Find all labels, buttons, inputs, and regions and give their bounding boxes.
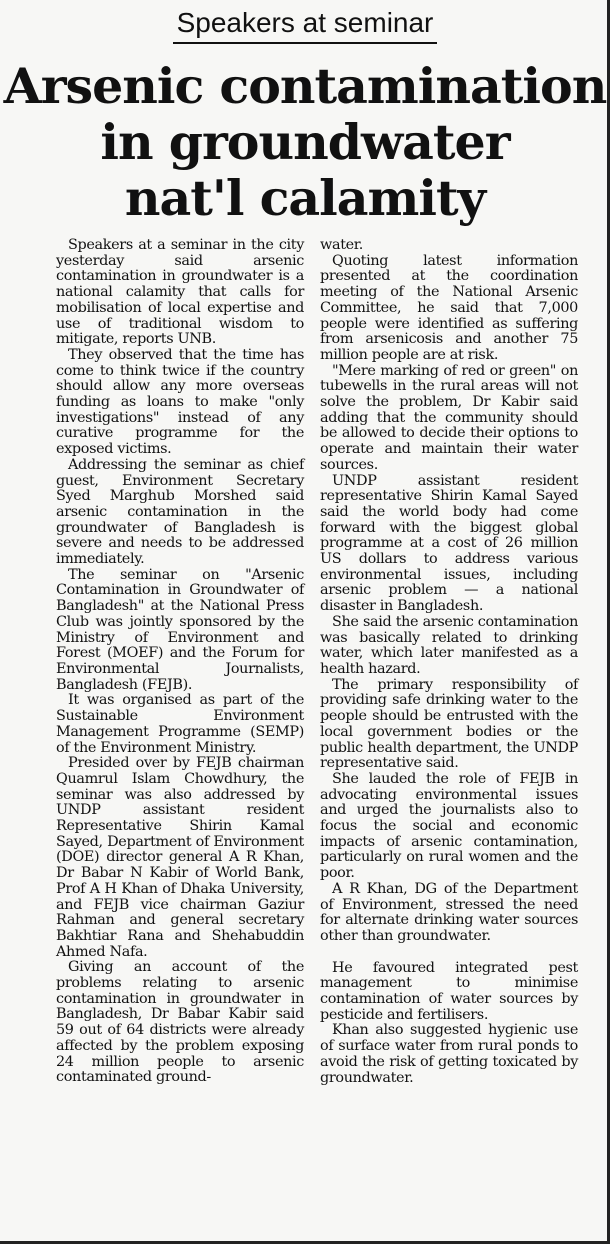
headline-line-1: Arsenic contamination xyxy=(3,57,607,115)
paragraph: Presided over by FEJB chairman Quamrul Islam Chowdhury, the seminar was also addressed by UNDP assistant resident Representative Shirin Kamal Sayed, Department of Environment (DOE) director general A R Khan, Dr Babar N Kabir of World Bank, Prof A H Khan of Dhaka University, and FEJB vice chairman Gaziur Rahman and general secretary Bakhtiar Rana and Shehabuddin Ahmed Nafa. xyxy=(56,755,304,960)
headline-line-3: nat'l calamity xyxy=(124,169,486,227)
paragraph: She lauded the role of FEJB in advocating environmental issues and urged the journalists also to focus the social and economic impacts of arsenic contamination, particularly on rural women and the poor. xyxy=(320,770,578,882)
paragraph: They observed that the time has come to think twice if the country should allow any more overseas funding as loans to make "only investigations" instead of any curative programme for the exposed victims. xyxy=(56,346,304,458)
paragraph: A R Khan, DG of the Department of Environment, stressed the need for alternate drinking water sources other than groundwater. xyxy=(320,880,578,944)
paragraph-continued: water. xyxy=(320,237,363,253)
paragraph: Speakers at a seminar in the city yesterday said arsenic contamination in groundwater is a national calamity that calls for mobilisation of local expertise and use of traditional wisdom to mitigate, reports UNB. xyxy=(56,237,304,348)
kicker: Speakers at seminar xyxy=(173,6,438,44)
kicker-wrap xyxy=(0,6,610,44)
paragraph: Giving an account of the problems relating to arsenic contamination in groundwater in Bangladesh, Dr Babar Kabir said 59 out of 64 districts were already affected by the problem exposing 24 million people to arsenic contaminated ground- xyxy=(56,959,304,1086)
paragraph: UNDP assistant resident representative Shirin Kamal Sayed said the world body had come forward with the biggest global programme at a cost of 26 million US dollars to address various environmental issues, including arsenic problem — a national disaster in Bangladesh. xyxy=(320,472,578,615)
paragraph: "Mere marking of red or green" on tubewells in the rural areas will not solve the problem, Dr Kabir said adding that the community should be allowed to decide their options to operate and maintain their water sources. xyxy=(320,362,578,473)
headline-line-2: in groundwater xyxy=(100,113,510,171)
paragraph: Khan also suggested hygienic use of surface water from rural ponds to avoid the risk of getting toxicated by groundwater. xyxy=(320,1022,578,1086)
paragraph: He favoured integrated pest management to minimise contamination of water sources by pesticide and fertilisers. xyxy=(320,959,578,1023)
paragraph: The primary responsibility of providing safe drinking water to the people should be entrusted with the local government bodies or the public health department, the UNDP representative said. xyxy=(320,676,578,772)
paragraph: She said the arsenic contamination was basically related to drinking water, which later manifested as a health hazard. xyxy=(320,613,578,677)
paragraph: It was organised as part of the Sustainable Environment Management Programme (SEMP) of the Environment Ministry. xyxy=(56,692,304,756)
article-column-right xyxy=(320,238,578,1086)
article-column-left xyxy=(56,238,304,1086)
paragraph: The seminar on "Arsenic Contamination in Groundwater of Bangladesh" at the National Press Club was jointly sponsored by the Ministry of Environment and Forest (MOEF) and the Forum for Environmental Journalists, Bangladesh (FEJB). xyxy=(56,566,304,693)
paragraph: Quoting latest information presented at the coordination meeting of the National Arsenic Committee, he said that 7,000 people were identified as suffering from arsenicosis and another 75 million people are at risk. xyxy=(320,252,578,363)
headline xyxy=(0,58,610,226)
paragraph: Addressing the seminar as chief guest, Environment Secretary Syed Marghub Morshed said arsenic contamination in the groundwater of Bangladesh is severe and needs to be addressed immediately. xyxy=(56,456,304,568)
